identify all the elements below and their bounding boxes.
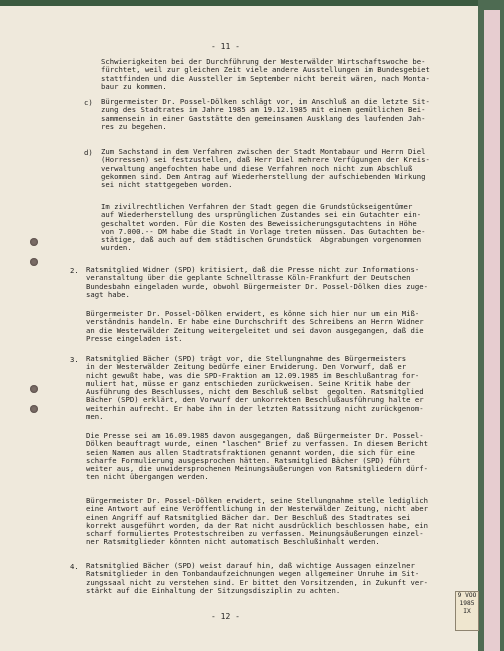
text-line: Bürgermeister Dr. Possel-Dölken erwidert, seine Stellungnahme stelle lediglich [86,496,429,505]
item-4-paragraph [86,562,428,595]
text-line: zung des Stadtrates im Jahre 1985 am 19.12.1985 mit einem gemütlichen Bei- [101,105,426,115]
punch-hole [30,238,38,246]
text-line: stärkt auf die Einhaltung der Sitzungsdisziplin zu achten. [86,585,341,595]
text-line: gekommen sind. Dem Antrag auf Wiederherstellung der aufschiebenden Wirkung [101,171,426,181]
archive-label-line: IX [463,608,471,615]
text-line: seien Namen aus allen Stadtratsfraktionen genannt worden, die sich für eine [86,447,415,457]
archive-label-line: 9 VOO [457,592,477,599]
text-line: Bundesbahn eingeladen wurde, obwohl Bürgermeister Dr. Possel-Dölken dies zuge- [86,281,429,291]
text-line: ner Ratsmitglieder könnten nicht automatisch Beschlußinhalt werden. [86,537,380,547]
item-4-marker: 4. [70,562,79,571]
text-line: in der Westerwälder Zeitung bedürfe einer Erwiderung. Den Vorwurf, daß er [86,362,407,372]
intro-paragraph [101,58,430,91]
text-line: wurden. [101,243,132,253]
text-line: sagt habe. [86,289,130,299]
page-number-top: - 11 - [211,42,240,51]
archive-label [455,591,479,631]
item-3-paragraph-3 [86,497,428,547]
text-line: Bürgermeister Dr. Possel-Dölken schlägt vor, im Anschluß an die letzte Sit- [101,97,430,106]
text-line: stätige, daß auch auf dem städtischen Grundstück Abgrabungen vorgenommen [101,235,422,245]
page-number-bottom: - 12 - [211,612,240,621]
item-2-paragraph [86,266,428,299]
text-line: Die Presse sei am 16.09.1985 davon ausgegangen, daß Bürgermeister Dr. Possel- [86,431,424,440]
text-line: auf Wiederherstellung des ursprünglichen Zustandes sei ein Gutachter ein- [101,210,422,220]
text-line: Ratsmitglied Bächer (SPD) trägt vor, die Stellungnahme des Bürgermeisters [86,354,407,363]
punch-hole [30,258,38,266]
text-line: geschaltet worden. Für die Kosten des Beweissicherungsgutachtens in Höhe [101,218,417,228]
text-line: fürchtet, weil zur gleichen Zeit viele andere Ausstellungen im Bundesgebiet [101,65,430,75]
binder-edge-stripe [484,10,500,651]
text-line: Bächer (SPD) erklärt, den Vorwurf der unkorrekten Beschlußausführung halte er [86,395,424,405]
text-line: weiterhin aufrecht. Er habe ihn in der letzten Ratssitzung nicht zurückgenom- [86,403,424,413]
text-line: Schwierigkeiten bei der Durchführung der Westerwälder Wirtschaftswoche be- [101,57,426,66]
text-line: Dölken beauftragt wurde, einen "laschen" Brief zu verfassen. In diesem Bericht [86,439,429,449]
text-line: scharf formuliertes Protestschreiben zu verfassen. Meinungsäußerungen einzel- [86,529,424,539]
item-d-paragraph [101,148,430,189]
text-line: verständnis handeln. Er habe eine Durchschrift des Schreibens an Herrn Widner [86,317,424,327]
item-3-paragraph-2 [86,432,428,482]
text-line: Im zivilrechtlichen Verfahren der Stadt gegen die Grundstückseigentümer [101,202,413,211]
text-line: Zum Sachstand in dem Verfahren zwischen der Stadt Montabaur und Herrn Diel [101,147,426,156]
text-line: men. [86,412,104,422]
text-line: einen Angriff auf Ratsmitglied Bächer dar. Der Beschluß des Stadtrates sei [86,512,411,522]
text-line: von 7.000.-- DM habe die Stadt in Vorlage treten müssen. Das Gutachten be- [101,226,426,236]
text-line: sammensein in einer Gaststätte den gemeinsamen Ausklang des laufenden Jah- [101,113,426,123]
text-line: (Horressen) sei festzustellen, daß Herr Diel mehrere Verfügungen der Kreis- [101,155,430,165]
text-line: korrekt ausgeführt worden, da der Rat nicht ausdrücklich beschlossen habe, ein [86,520,429,530]
item-d-marker: d) [84,148,93,157]
text-line: res zu begehen. [101,121,167,131]
punch-hole [30,385,38,393]
item-2-paragraph-2 [86,310,424,343]
item-2-marker: 2. [70,266,79,275]
text-line: sei nicht stattgegeben worden. [101,180,233,190]
text-line: zungssaal nicht zu verstehen sind. Er bittet den Vorsitzenden, in Zukunft ver- [86,577,429,587]
text-line: Bürgermeister Dr. Possel-Dölken erwidert, es könne sich hier nur um ein Miß- [86,309,420,318]
text-line: veranstaltung über die geplante Schnelltrasse Köln-Frankfurt der Deutschen [86,273,411,283]
archive-label-line: 1985 [459,600,475,607]
text-line: Presse eingeladen ist. [86,333,183,343]
text-line: muliert hat, müsse er ganz entschieden zurückweisen. Seine Kritik habe der [86,378,411,388]
text-line: stattfinden und die Aussteller im September nicht bereit wären, nach Monta- [101,73,430,83]
item-3-marker: 3. [70,355,79,364]
punch-hole [30,405,38,413]
text-line: Ratsmitglied Widner (SPD) kritisiert, daß die Presse nicht zur Informations- [86,265,420,274]
text-line: Ratsmitglieder in den Tonbandaufzeichnungen wegen allgemeiner Unruhe im Sit- [86,569,420,579]
text-line: Ausführung des Beschlusses, nicht dem Beschluß selbst gegolten. Ratsmitglied [86,387,424,397]
item-d-paragraph-2 [101,203,425,253]
text-line: scharfe Formulierung ausgesprochen hätten. Ratsmitglied Bächer (SPD) führt [86,455,411,465]
item-c-marker: c) [84,98,93,107]
text-line: Ratsmitglied Bächer (SPD) weist darauf hin, daß wichtige Aussagen einzelner [86,561,415,570]
text-line: weiter aus, die unwidersprochenen Meinungsäußerungen von Ratsmitgliedern dürf- [86,464,429,474]
text-line: ten nicht übergangen werden. [86,472,209,482]
text-line: verwaltung angefochten habe und diese Verfahren noch nicht zum Abschluß [101,163,413,173]
text-line: nicht gewußt habe, was die SPD-Fraktion am 12.09.1985 im Beschlußantrag for- [86,370,420,380]
text-line: eine Antwort auf eine Veröffentlichung in der Westerwälder Zeitung, nicht aber [86,504,429,514]
item-c-paragraph [101,98,430,131]
text-line: baur zu kommen. [101,81,167,91]
text-line: an die Westerwälder Zeitung weitergeleitet und sei davon ausgegangen, daß die [86,325,424,335]
item-3-paragraph [86,355,424,421]
